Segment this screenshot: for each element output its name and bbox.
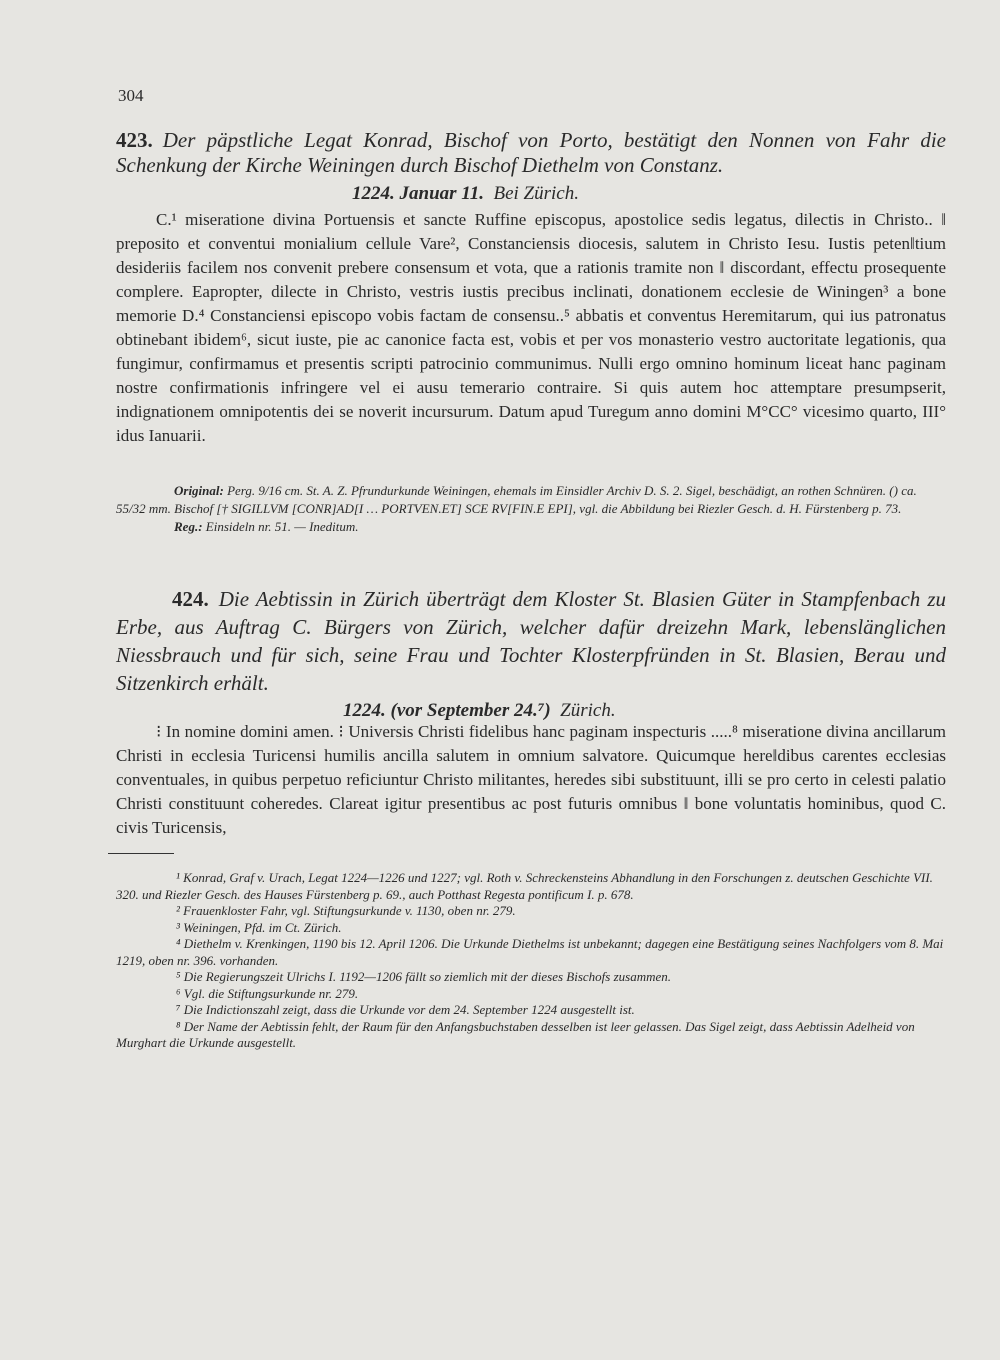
footnote: ³ Weiningen, Pfd. im Ct. Zürich. [176,919,342,935]
reg-label: Reg.: [174,519,203,534]
footnote: ⁵ Die Regierungszeit Ulrichs I. 1192—1206 fällt so ziemlich mit der dieses Bischofs zusammen. [176,969,671,984]
doc-424-text [116,720,946,840]
doc-423-date: 1224. Januar 11. [352,183,484,204]
doc-423-body: C.¹ miseratione divina Portuensis et sancte Ruffine episcopus, apostolice sedis legatus, dilectis in Christo.. ‖ preposito et conventui monialium cellule Vare², Constanciensis diocesis, salutem in Christo Iesu. Iustis peten‖tium desideriis facilem nos convenit prebere consensum et vota, que a rationis tramite non ‖ discordant, effectu prosequente complere. Eapropter, dilecte in Christo, vestris iustis precibus inclinati, donationem ecclesie de Winingen³ a bone memorie D.⁴ Constanciensi episcopo vobis factam de consensu..⁵ abbatis et conventus Heremitarum, qui ius patronatus obtinebant ibidem⁶, sicut iuste, pie ac canonice facta est, vobis et per vos monasterio vestro auctoritate legationis, qua fungimur, confirmamus et presentis scripti patrocinio communimus. Nulli ergo omnino hominum liceat hanc paginam nostre confirmationis infringere vel ei ausu temerario contraire. Si quis autem hoc attemptare presumpserit, indignationem omnipotentis dei se noverit incursurum. Datum apud Turegum anno domini M°CC° vicesimo quarto, III° idus Ianuarii. [116,210,946,445]
doc-424-dateline [343,700,616,722]
doc-424-date: 1224. (vor September 24.⁷) [343,700,551,721]
footnotes [116,870,946,1052]
doc-424-title: Die Aebtissin in Zürich überträgt dem Kloster St. Blasien Güter in Stampfenbach zu Erbe, aus Auftrag C. Bürgers von Zürich, welcher dafür dreizehn Mark, lebenslänglichen Niessbrauch und für sich, seine Frau und Tochter Klosterpfründen in St. Blasien, Berau und Sitzenkirch erhält. [116,587,946,695]
doc-423-number: 423. [116,128,153,152]
reg-text: Einsideln nr. 51. — Ineditum. [205,519,359,534]
doc-423-heading [116,128,946,178]
footnote: ¹ Konrad, Graf v. Urach, Legat 1224—1226 und 1227; vgl. Roth v. Schreckensteins Abhandlung in den Forschungen z. deutschen Geschichte VII. 320. und Riezler Gesch. des Hauses Fürstenberg p. 69., auch Potthast Regesta pontificum I. p. 678. [116,870,933,902]
page-number: 304 [118,86,144,105]
original-text: Perg. 9/16 cm. St. A. Z. Pfrundurkunde Weiningen, ehemals im Einsidler Archiv D. S. 2. Sigel, beschädigt, an rothen Schnüren. () ca. 55/32 mm. Bischof [† SIGILLVM [CONR]AD[I … PORTVEN.ET] SCE RV[FIN.E EPI], vgl. die Abbildung bei Riezler Gesch. d. H. Fürstenberg p. 73. [116,483,917,516]
doc-423-text [116,208,946,448]
doc-423-title: Der päpstliche Legat Konrad, Bischof von Porto, bestätigt den Nonnen von Fahr die Schenkung der Kirche Weiningen durch Bischof Diethelm von Constanz. [116,128,946,177]
footnote: ⁴ Diethelm v. Krenkingen, 1190 bis 12. April 1206. Die Urkunde Diethelms ist unbekannt; dagegen eine Bestätigung seines Nachfolgers vom 8. Mai 1219, oben nr. 396. vorhanden. [116,936,944,968]
footnote: ⁷ Die Indictionszahl zeigt, dass die Urkunde vor dem 24. September 1224 ausgestellt ist. [176,1002,635,1017]
doc-424-place: Zürich. [560,700,616,721]
footnote: ² Frauenkloster Fahr, vgl. Stiftungsurkunde v. 1130, oben nr. 279. [176,903,516,918]
original-label: Original: [174,483,224,498]
footnote-rule [108,853,174,854]
doc-424-body: ⁝ In nomine domini amen. ⁝ Universis Christi fidelibus hanc paginam inspecturis .....⁸ miseratione divina ancillarum Christi in ecclesia Turicensi humilis ancilla salutem in omnium salvatore. Quicumque here‖dibus carentes ecclesias conventuales, in quibus perpetuo reficiuntur Christo militantes, heredes sibi substituunt, illi se pro certo in celesti palatio Christi constituunt coheredes. Clareat igitur presentibus ac post futuris omnibus ‖ bone voluntatis hominibus, quod C. civis Turicensis, [116,722,946,837]
doc-423-notes [116,482,946,536]
footnote: ⁸ Der Name der Aebtissin fehlt, der Raum für den Anfangsbuchstaben desselben ist leer gelassen. Das Sigel zeigt, dass Aebtissin Adelheid von Murghart die Urkunde ausgestellt. [116,1018,915,1050]
doc-424-heading [116,585,946,697]
doc-423-dateline [352,183,579,205]
footnote: ⁶ Vgl. die Stiftungsurkunde nr. 279. [176,985,359,1001]
doc-423-place: Bei Zürich. [493,183,579,204]
doc-424-number: 424. [172,587,209,611]
